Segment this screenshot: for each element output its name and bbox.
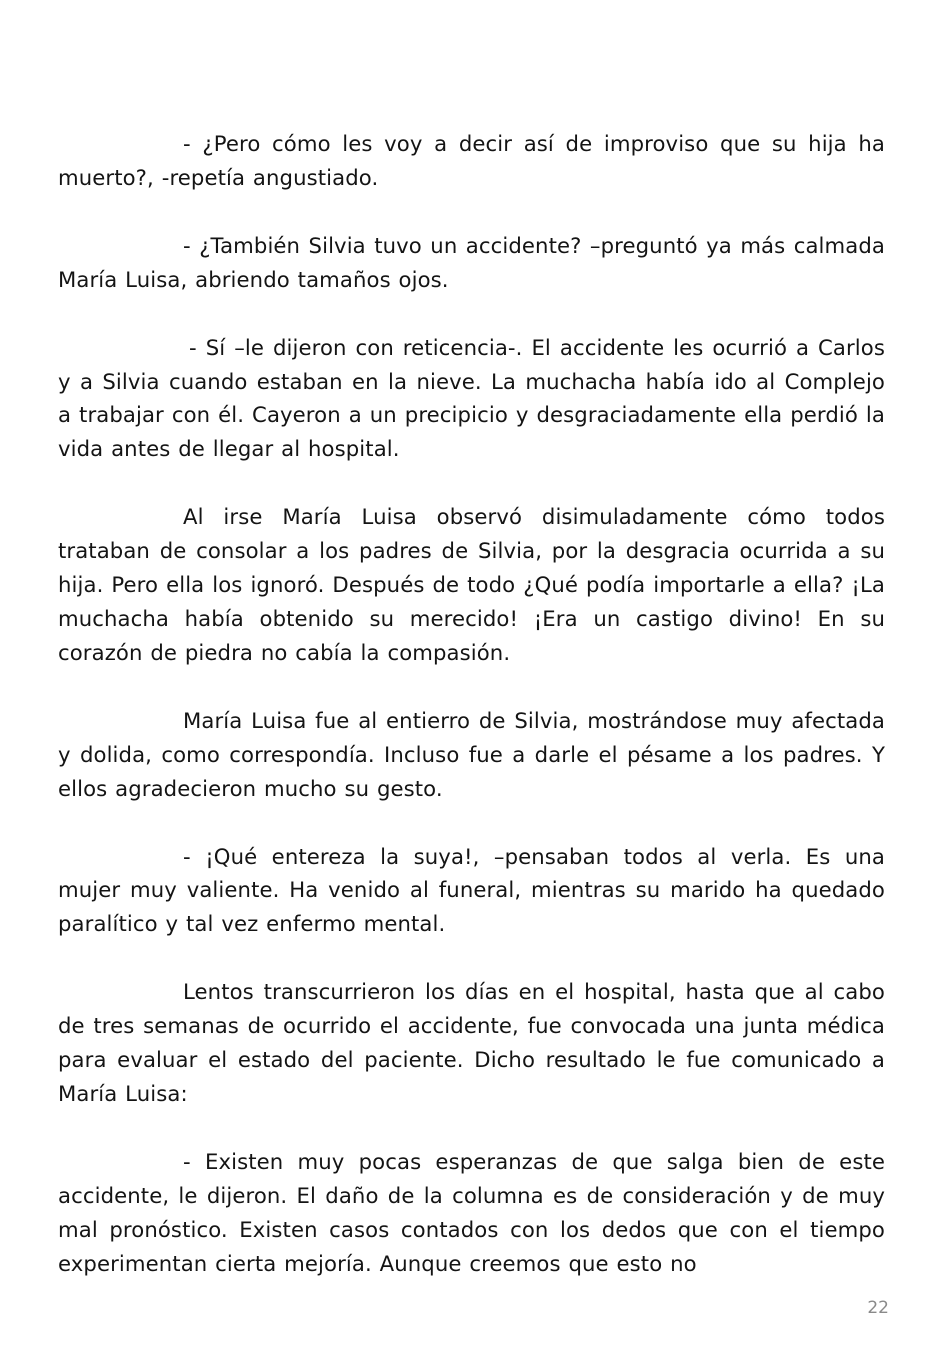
paragraph-1: - ¿Pero cómo les voy a decir así de improviso que su hija ha muerto?, -repetía angustiado. [58,131,885,190]
page-number: 22 [867,1298,889,1318]
paragraph-5: María Luisa fue al entierro de Silvia, mostrándose muy afectada y dolida, como correspondía. Incluso fue a darle el pésame a los padres. Y ellos agradecieron mucho su gesto. [58,707,885,801]
document-body [58,127,885,1280]
paragraph-7: Lentos transcurrieron los días en el hospital, hasta que al cabo de tres semanas de ocurrido el accidente, fue convocada una junta médica para evaluar el estado del paciente. Dicho resultado le fue comunicado a María Luisa: [58,979,885,1106]
paragraph-3: - Sí –le dijeron con reticencia-. El accidente les ocurrió a Carlos y a Silvia cuando estaban en la nieve. La muchacha había ido al Complejo a trabajar con él. Cayeron a un precipicio y desgraciadamente ella perdió la vida antes de llegar al hospital. [58,334,885,462]
paragraph-6: - ¡Qué entereza la suya!, –pensaban todos al verla. Es una mujer muy valiente. Ha venido al funeral, mientras su marido ha quedado paralítico y tal vez enfermo mental. [58,843,885,937]
paragraph-8: - Existen muy pocas esperanzas de que salga bien de este accidente, le dijeron. El daño de la columna es de consideración y de muy mal pronóstico. Existen casos contados con los dedos que con el tiempo experimentan cierta mejoría. Aunque creemos que esto no [58,1148,885,1276]
paragraph-2: - ¿También Silvia tuvo un accidente? –preguntó ya más calmada María Luisa, abriendo tamaños ojos. [58,232,885,292]
paragraph-4: Al irse María Luisa observó disimuladamente cómo todos trataban de consolar a los padres de Silvia, por la desgracia ocurrida a su hija. Pero ella los ignoró. Después de todo ¿Qué podía importarle a ella? ¡La muchacha había obtenido su merecido! ¡Era un castigo divino! En su corazón de piedra no cabía la compasión. [58,504,885,665]
